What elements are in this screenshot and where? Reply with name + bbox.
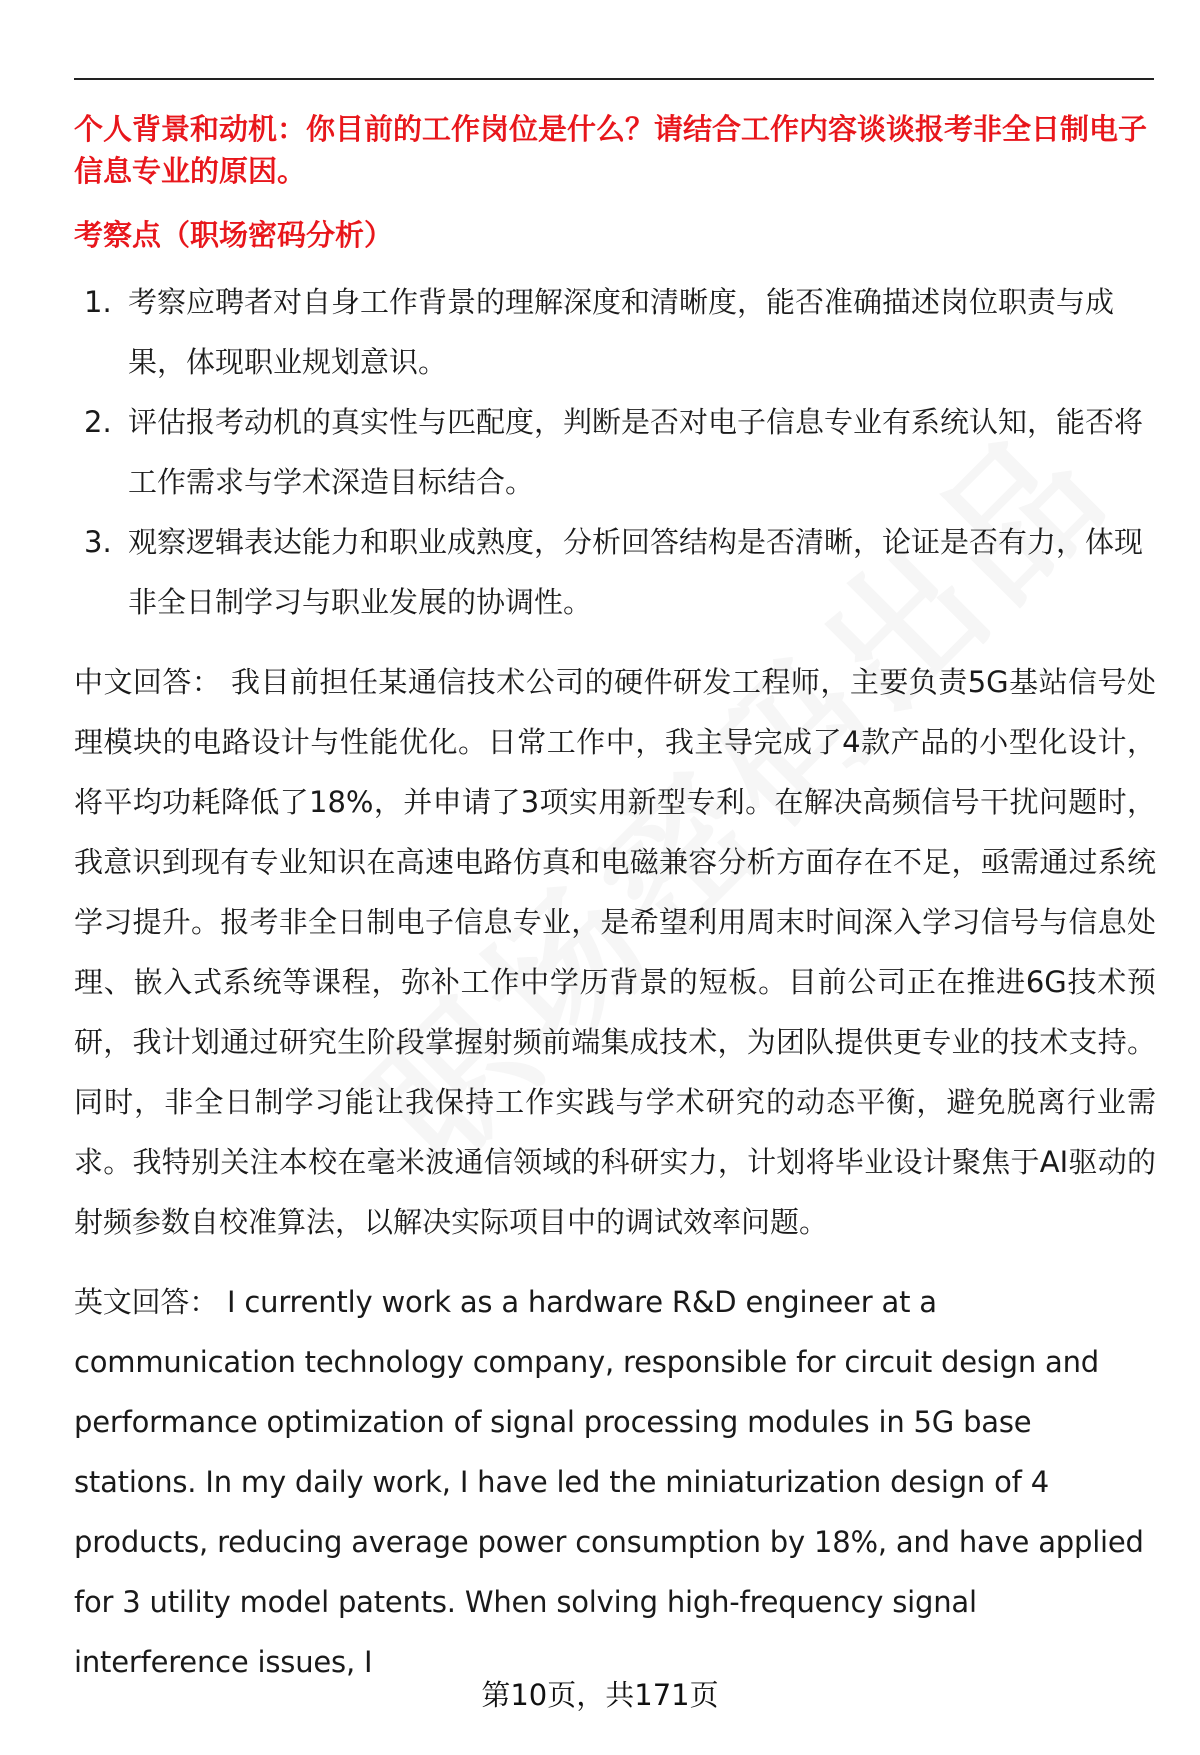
interview-question: 个人背景和动机：你目前的工作岗位是什么？请结合工作内容谈谈报考非全日制电子信息专业的原因。	[74, 112, 1148, 188]
english-answer: 英文回答： I currently work as a hardware R&D engineer at a communication technology company, responsible for circuit design and performance optimization of signal processing modules in 5G base stations. In my daily work, I have led the miniaturization design of 4 products, reducing average power consumption by 18%, and have applied for 3 utility model patents. When solving high-frequency signal interference issues, I	[74, 1285, 1144, 1679]
list-item-text: 考察应聘者对自身工作背景的理解深度和清晰度，能否准确描述岗位职责与成果，体现职业规划意识。	[128, 285, 1115, 379]
chinese-answer: 中文回答： 我目前担任某通信技术公司的硬件研发工程师，主要负责5G基站信号处理模块的电路设计与性能优化。日常工作中，我主导完成了4款产品的小型化设计，将平均功耗降低了18%，并申请了3项实用新型专利。在解决高频信号干扰问题时，我意识到现有专业知识在高速电路仿真和电磁兼容分析方面存在不足，亟需通过系统学习提升。报考非全日制电子信息专业，是希望利用周末时间深入学习信号与信息处理、嵌入式系统等课程，弥补工作中学历背景的短板。目前公司正在推进6G技术预研，我计划通过研究生阶段掌握射频前端集成技术，为团队提供更专业的技术支持。同时，非全日制学习能让我保持工作实践与学术研究的动态平衡，避免脱离行业需求。我特别关注本校在毫米波通信领域的科研实力，计划将毕业设计聚焦于AI驱动的射频参数自校准算法，以解决实际项目中的调试效率问题。	[74, 665, 1156, 1239]
list-item-text: 评估报考动机的真实性与匹配度，判断是否对电子信息专业有系统认知，能否将工作需求与学术深造目标结合。	[128, 405, 1144, 499]
list-item	[74, 272, 1156, 392]
list-item-text: 观察逻辑表达能力和职业成熟度，分析回答结构是否清晰，论证是否有力，体现非全日制学习与职业发展的协调性。	[128, 525, 1144, 619]
list-item	[74, 392, 1156, 512]
header-rule	[74, 78, 1154, 80]
list-item-number: 2.	[84, 405, 112, 439]
list-item-number: 1.	[84, 285, 112, 319]
list-item	[74, 512, 1156, 632]
list-item-number: 3.	[84, 525, 112, 559]
assessment-points-list	[74, 272, 1156, 632]
page-number-footer: 第10页，共171页	[481, 1678, 719, 1712]
document-content	[74, 108, 1156, 1692]
section-heading: 考察点（职场密码分析）	[74, 218, 394, 252]
